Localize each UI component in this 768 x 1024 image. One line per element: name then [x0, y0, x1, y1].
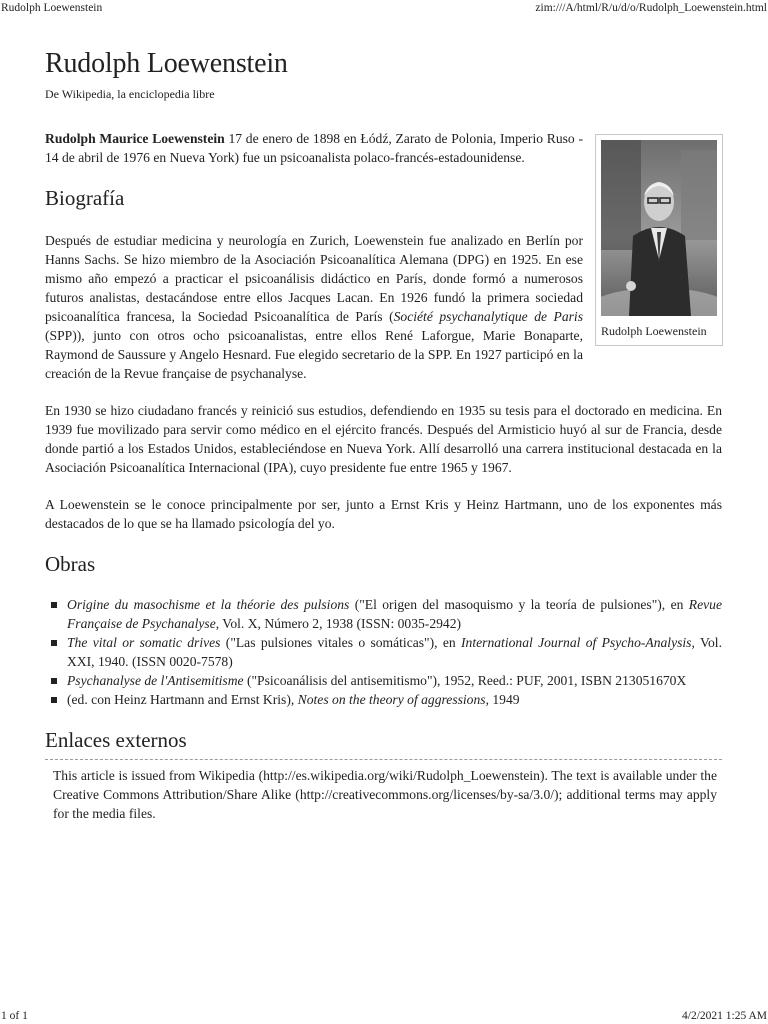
bio-paragraph-1: Después de estudiar medicina y neurología en Zurich, Loewenstein fue analizado en Berlín por Hanns Sachs. Se hizo miembro de la Asociación Psicoanalítica Alemana (DPG) en 1925. En ese mismo año empezó a practicar el psicoanálisis didáctico en París, donde formó a numerosos futuros analistas, destacándose entre ellos Jacques Lacan. En 1926 fundó la primera sociedad psicoanalítica francesa, la Sociedad Psicoanalítica de París (Société psychanalytique de Paris (SPP)), junto con otros ocho psicoanalistas, entre ellos René Laforgue, Marie Bonaparte, Raymond de Saussure y Angelo Hesnard. Fue elegido secretario de la SPP. En 1927 participó en la creación de la Revue française de psychanalyse.: [45, 233, 583, 381]
print-footer: [0, 1008, 768, 1024]
license-notice: This article is issued from Wikipedia (http://es.wikipedia.org/wiki/Rudolph_Loewenstein). The text is available under the Creative Commons Attribution/Share Alike (http://creativecommons.org/licenses/by-sa/3.0/); additional terms may apply for the media files.: [53, 768, 717, 821]
bio-paragraph-3: A Loewenstein se le conoce principalmente por ser, junto a Ernst Kris y Heinz Hartmann, uno de los exponentes más destacados de lo que se ha llamado psicología del yo.: [45, 497, 722, 531]
list-item: Psychanalyse de l'Antisemitisme ("Psicoanálisis del antisemitismo"), 1952, Reed.: PUF, 2001, ISBN 213051670X: [67, 671, 722, 690]
lead-paragraph: Rudolph Maurice Loewenstein 17 de enero de 1898 en Łódź, Zarato de Polonia, Imperio Ruso - 14 de abril de 1976 en Nueva York) fue un psicoanalista polaco-francés-estadounidense.: [45, 131, 583, 165]
bio-paragraph-2: En 1930 se hizo ciudadano francés y reinició sus estudios, defendiendo en 1935 su tesis para el doctorado en medicina. En 1939 fue movilizado para servir como médico en el ejército francés. Después del Armisticio huyó al sur de Francia, desde donde partió a los Estados Unidos, estableciéndose en Nueva York. Allí desarrolló una carrera institucional destacada en la Asociación Psicoanalítica Internacional (IPA), cuyo presidente fue entre 1965 y 1967.: [45, 403, 722, 475]
heading-biografia: Biografía: [45, 186, 125, 210]
infobox-caption: Rudolph Loewenstein: [601, 324, 707, 338]
bullet-icon: [51, 640, 57, 646]
page-title: Rudolph Loewenstein: [45, 48, 288, 79]
heading-obras: Obras: [45, 552, 96, 576]
portrait-photo: [601, 140, 717, 316]
bullet-icon: [51, 697, 57, 703]
page-count: 1 of 1: [1, 1010, 28, 1022]
bullet-icon: [51, 602, 57, 608]
lead-subject: Rudolph Maurice Loewenstein: [45, 131, 225, 146]
infobox: [595, 134, 723, 346]
print-header: [0, 0, 768, 16]
print-timestamp: 4/2/2021 1:25 AM: [682, 1010, 767, 1022]
works-list: [45, 595, 722, 709]
article: [45, 46, 722, 823]
print-header-title: Rudolph Loewenstein: [1, 2, 103, 14]
print-header-url: zim:///A/html/R/u/d/o/Rudolph_Loewenstein.html: [535, 2, 767, 14]
page-subtitle: De Wikipedia, la enciclopedia libre: [45, 87, 215, 101]
bullet-icon: [51, 678, 57, 684]
list-item: The vital or somatic drives ("Las pulsiones vitales o somáticas"), en International Journal of Psycho-Analysis, Vol. XXI, 1940. (ISSN 0020-7578): [67, 633, 722, 671]
heading-enlaces-externos: Enlaces externos: [45, 728, 187, 752]
list-item: Origine du masochisme et la théorie des pulsions ("El origen del masoquismo y la teoría de pulsiones"), en Revue Française de Psychanalyse, Vol. X, Número 2, 1938 (ISSN: 0035-2942): [67, 595, 722, 633]
list-item: (ed. con Heinz Hartmann and Ernst Kris), Notes on the theory of aggressions, 1949: [67, 690, 722, 709]
